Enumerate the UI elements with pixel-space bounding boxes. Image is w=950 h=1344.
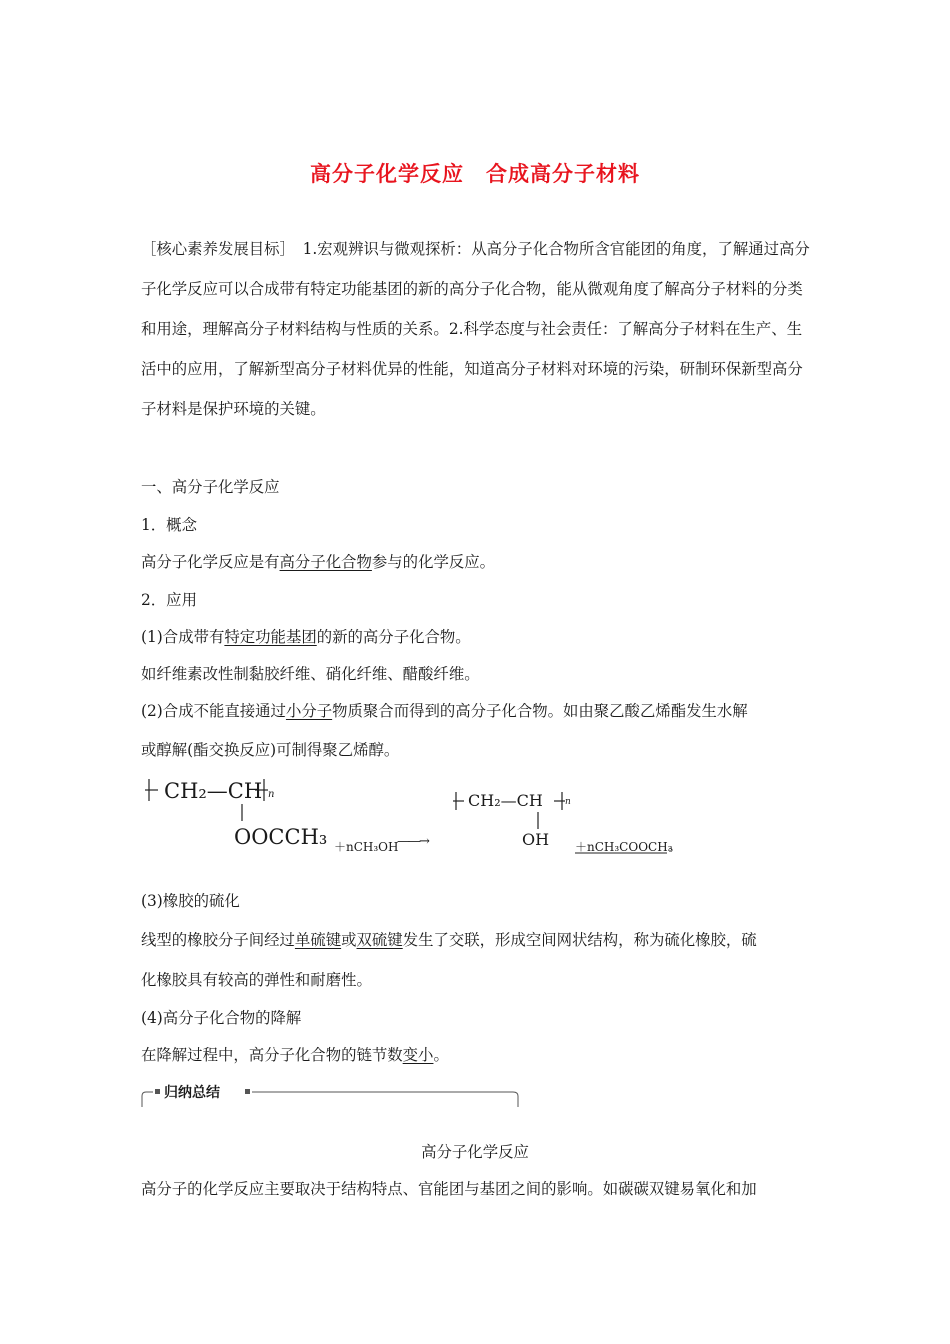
core-goals-paragraph: ［核心素养发展目标］ 1.宏观辨识与微观探析：从高分子化合物所含官能团的角度，了解通过高分子化学反应可以合成带有特定功能基团的新的高分子化合物，能从微观角度了解高分子材料的分类和用途，理解高分子材料结构与性质的关系。2.科学态度与社会责任：了解高分子材料在生产、生活中的应用，了解新型高分子材料优异的性能，知道高分子材料对环境的污染，研制环保新型高分子材料是保护环境的关键。 — [141, 240, 810, 418]
concept-text: 高分子化学反应是有高分子化合物参与的化学反应。 — [141, 553, 496, 571]
right-group: OH — [522, 830, 550, 849]
application-3-heading: (3)橡胶的硫化 — [141, 892, 240, 910]
reaction-arrow: ——→ — [397, 834, 428, 849]
concept-heading: 1．概念 — [141, 516, 197, 534]
summary-box — [141, 1086, 519, 1106]
equation-end: 。 — [668, 839, 682, 855]
application-4-heading: (4)高分子化合物的降解 — [141, 1009, 302, 1027]
left-chain: CH₂—CH — [164, 779, 263, 803]
summary-title: 高分子化学反应 — [421, 1143, 529, 1161]
application-3-line1: 线型的橡胶分子间经过单硫键或双硫键发生了交联，形成空间网状结构，称为硫化橡胶，硫 — [141, 931, 757, 949]
application-1: (1)合成带有特定功能基团的新的高分子化合物。 — [141, 628, 471, 646]
application-1-example: 如纤维素改性制黏胶纤维、硝化纤维、醋酸纤维。 — [141, 665, 480, 683]
page-title: 高分子化学反应 合成高分子材料 — [310, 162, 640, 186]
left-n: n — [268, 789, 275, 800]
apply-heading: 2．应用 — [141, 591, 197, 609]
application-4-text: 在降解过程中，高分子化合物的链节数变小。 — [141, 1046, 449, 1064]
equation-brackets — [0, 774, 950, 864]
application-2-line2: 或醇解(酯交换反应)可制得聚乙烯醇。 — [141, 741, 400, 759]
application-2-line1: (2)合成不能直接通过小分子物质聚合而得到的高分子化合物。如由聚乙酸乙烯酯发生水解 — [141, 702, 748, 720]
application-3-line2: 化橡胶具有较高的弹性和耐磨性。 — [141, 971, 372, 989]
reagent: ＋nCH₃OH — [334, 840, 399, 854]
right-chain: CH₂—CH — [468, 791, 543, 810]
left-group: OOCCH₃ — [234, 825, 328, 849]
right-n: n — [565, 797, 571, 807]
section-heading-1: 一、高分子化学反应 — [141, 478, 280, 496]
summary-label: 归纳总结 — [161, 1082, 223, 1102]
product: ＋nCH₃COOCH₃ — [575, 840, 673, 854]
summary-text: 高分子的化学反应主要取决于结构特点、官能团与基团之间的影响。如碳碳双键易氧化和加 — [141, 1180, 757, 1198]
